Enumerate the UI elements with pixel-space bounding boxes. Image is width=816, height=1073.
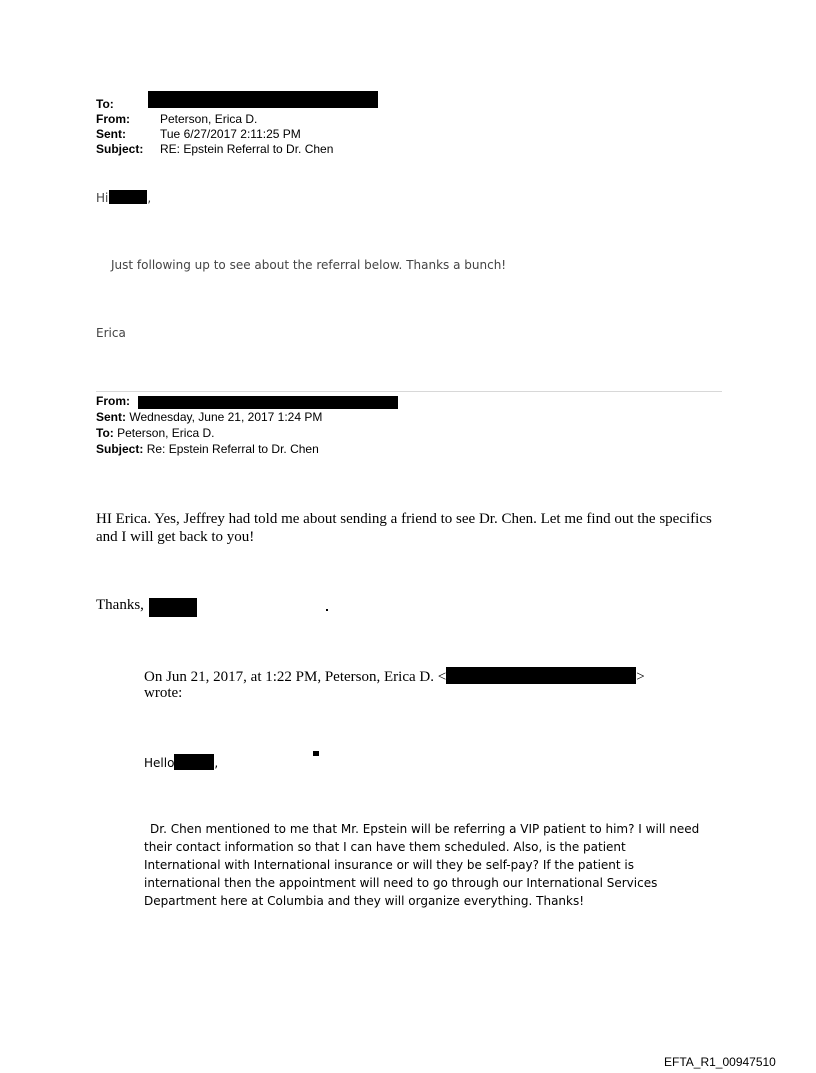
from-value: Peterson, Erica D. [160, 112, 258, 126]
fwd-from-label: From: [96, 394, 130, 408]
redacted-quoted-recipient [174, 754, 214, 770]
from-label: From: [96, 112, 130, 126]
to-label: To: [96, 97, 114, 111]
redacted-sender-name [149, 598, 197, 617]
redacted-fwd-from-address [138, 396, 398, 409]
subject-label: Subject: [96, 142, 144, 156]
fwd-to-value: Peterson, Erica D. [117, 426, 215, 440]
fwd-sent-value: Wednesday, June 21, 2017 1:24 PM [129, 410, 323, 424]
quoted-wrote: wrote: [144, 685, 183, 701]
quoted-greeting-punct: , [214, 756, 219, 770]
message-divider [96, 391, 722, 392]
fwd-thanks: Thanks, [96, 597, 144, 613]
redacted-to-address [148, 91, 378, 108]
sent-value: Tue 6/27/2017 2:11:25 PM [160, 127, 301, 141]
fwd-to-line [96, 426, 214, 440]
sent-label: Sent: [96, 127, 126, 141]
fwd-sent-label: Sent: [96, 410, 126, 424]
quoted-greeting-word: Hello [144, 756, 175, 770]
fwd-subject-line [96, 442, 319, 456]
fwd-sent-line [96, 410, 322, 424]
fwd-body: HI Erica. Yes, Jeffrey had told me about sending a friend to see Dr. Chen. Let me find out the specifics and I will get back to you! [96, 511, 712, 545]
quoted-intro [144, 667, 645, 686]
fwd-subject-label: Subject: [96, 442, 144, 456]
reply-greeting [96, 190, 151, 205]
fwd-to-label: To: [96, 426, 114, 440]
quoted-intro-suffix: > [636, 669, 645, 685]
redaction-artifact-dot [326, 609, 328, 611]
quoted-body: Dr. Chen mentioned to me that Mr. Epstein will be referring a VIP patient to him? I will need their contact information so that I can have them scheduled. Also, is the patient International with International insurance or will they be self-pay? If the patient is international then the appointment will need to go through our International Services Department here at Columbia and they will organize everything. Thanks! [144, 822, 700, 908]
reply-body: Just following up to see about the referral below. Thanks a bunch! [111, 258, 507, 272]
fwd-subject-value: Re: Epstein Referral to Dr. Chen [146, 442, 319, 456]
reply-greeting-word: Hi [96, 191, 109, 205]
quoted-greeting [144, 754, 218, 770]
redacted-email-address [446, 667, 636, 684]
reply-signature: Erica [96, 326, 126, 340]
redacted-recipient-name [109, 190, 147, 204]
reply-greeting-punct: , [147, 191, 152, 205]
document-id: EFTA_R1_00947510 [664, 1055, 776, 1069]
subject-value: RE: Epstein Referral to Dr. Chen [160, 142, 334, 156]
redaction-artifact-square [313, 751, 319, 756]
quoted-intro-prefix: On Jun 21, 2017, at 1:22 PM, Peterson, Erica D. < [144, 669, 447, 685]
